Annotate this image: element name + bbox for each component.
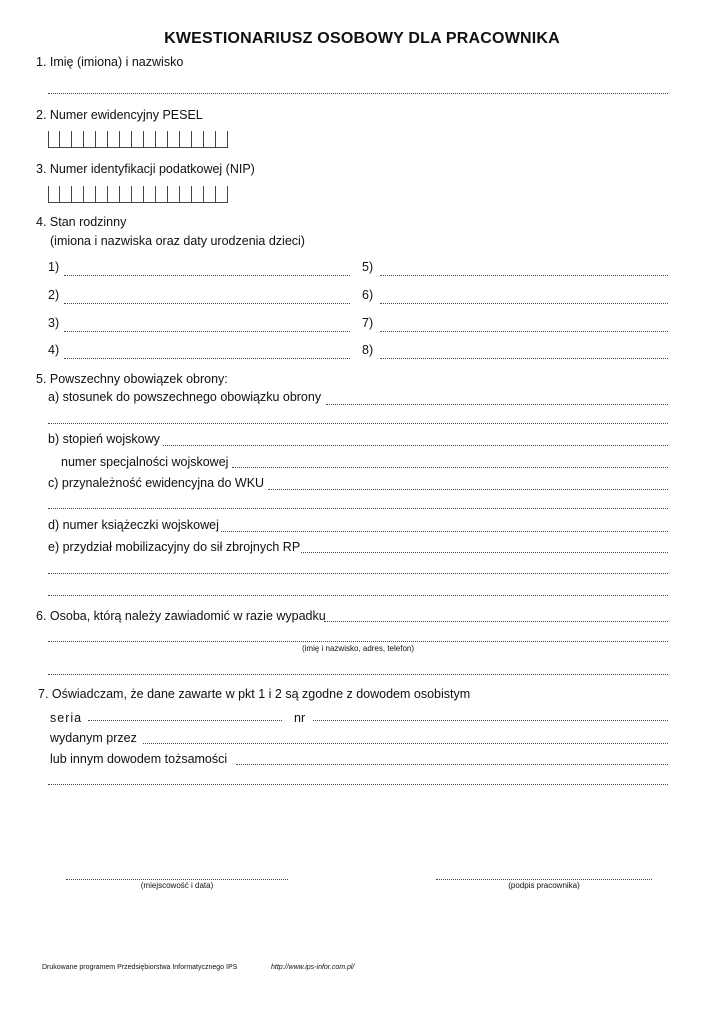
wku-field[interactable] (268, 489, 668, 490)
other-id-label: lub innym dowodem tożsamości (50, 752, 228, 766)
name-field[interactable] (48, 93, 668, 94)
mobilization-field-2[interactable] (48, 573, 668, 574)
child-field-8[interactable] (380, 358, 668, 359)
series-label: seria (50, 711, 83, 725)
specialty-number-label: numer specjalności wojskowej (61, 455, 229, 469)
issued-by-label: wydanym przez (50, 731, 137, 745)
defense-relation-field-2[interactable] (48, 423, 668, 424)
declaration-label: 7. Oświadczam, że dane zawarte w pkt 1 i 2 są zgodne z dowodem osobistym (38, 687, 471, 701)
nip-boxes[interactable] (48, 186, 228, 203)
footer-url-link[interactable]: http://www.ips-infor.com.pl/ (271, 964, 355, 971)
family-status-sublabel: (imiona i nazwiska oraz daty urodzenia dzieci) (50, 234, 305, 248)
other-id-field[interactable] (236, 764, 668, 765)
child-number-4: 4) (48, 343, 60, 357)
child-number-1: 1) (48, 260, 60, 274)
mobilization-label: e) przydział mobilizacyjny do sił zbrojnych RP (48, 540, 301, 554)
number-field[interactable] (313, 720, 668, 721)
child-field-7[interactable] (380, 331, 668, 332)
signature-field[interactable] (436, 879, 652, 880)
child-number-3: 3) (48, 316, 60, 330)
child-field-3[interactable] (64, 331, 350, 332)
place-date-field[interactable] (66, 879, 288, 880)
number-label: nr (294, 711, 306, 725)
emergency-contact-label: 6. Osoba, którą należy zawiadomić w razie wypadku (36, 609, 326, 623)
other-id-field-2[interactable] (48, 784, 668, 785)
child-field-5[interactable] (380, 275, 668, 276)
child-field-6[interactable] (380, 303, 668, 304)
child-field-4[interactable] (64, 358, 350, 359)
footer-program-text: Drukowane programem Przedsiębiorstwa Informatycznego IPS (42, 964, 238, 971)
emergency-contact-field[interactable] (324, 621, 668, 622)
military-book-field[interactable] (221, 531, 668, 532)
child-number-2: 2) (48, 288, 60, 302)
child-number-8: 8) (362, 343, 374, 357)
signature-caption: (podpis pracownika) (508, 881, 580, 890)
defense-relation-label: a) stosunek do powszechnego obowiązku obrony (48, 390, 322, 404)
child-field-1[interactable] (64, 275, 350, 276)
emergency-contact-field-2[interactable] (48, 641, 668, 642)
family-status-label: 4. Stan rodzinny (36, 215, 127, 229)
pesel-boxes[interactable] (48, 131, 228, 148)
nip-label: 3. Numer identyfikacji podatkowej (NIP) (36, 162, 255, 176)
series-field[interactable] (88, 720, 282, 721)
child-field-2[interactable] (64, 303, 350, 304)
military-rank-label: b) stopień wojskowy (48, 432, 160, 446)
emergency-contact-field-3[interactable] (48, 674, 668, 675)
place-date-caption: (miejscowość i data) (140, 881, 214, 890)
name-label: 1. Imię (imiona) i nazwisko (36, 55, 184, 69)
specialty-number-field[interactable] (232, 467, 668, 468)
child-number-7: 7) (362, 316, 374, 330)
mobilization-field[interactable] (301, 552, 668, 553)
military-rank-field[interactable] (163, 445, 668, 446)
defense-duty-label: 5. Powszechny obowiązek obrony: (36, 372, 228, 386)
defense-relation-field[interactable] (326, 404, 668, 405)
form-title: KWESTIONARIUSZ OSOBOWY DLA PRACOWNIKA (164, 30, 560, 47)
issued-by-field[interactable] (143, 743, 668, 744)
wku-field-2[interactable] (48, 508, 668, 509)
child-number-6: 6) (362, 288, 374, 302)
wku-label: c) przynależność ewidencyjna do WKU (48, 476, 265, 490)
pesel-label: 2. Numer ewidencyjny PESEL (36, 108, 203, 122)
military-book-label: d) numer książeczki wojskowej (48, 518, 219, 532)
child-number-5: 5) (362, 260, 374, 274)
mobilization-field-3[interactable] (48, 595, 668, 596)
emergency-contact-caption: (imię i nazwisko, adres, telefon) (301, 644, 415, 653)
